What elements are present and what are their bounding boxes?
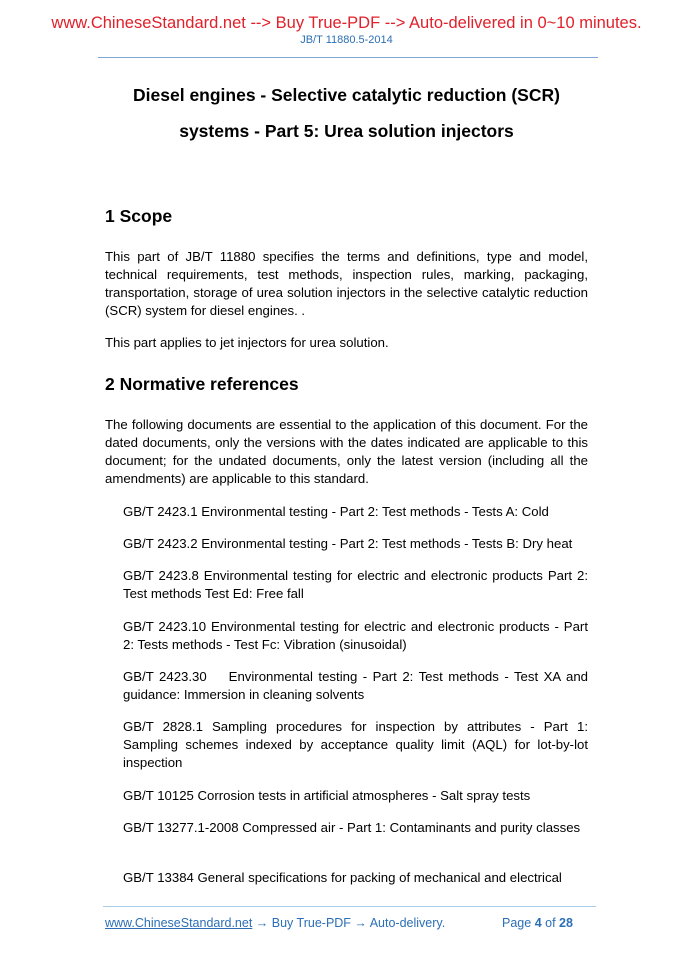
document-title-line-1: Diesel engines - Selective catalytic reduction (SCR) <box>133 85 560 105</box>
reference-item: GB/T 10125 Corrosion tests in artificial atmospheres - Salt spray tests <box>123 788 531 803</box>
of-label: of <box>545 916 556 930</box>
reference-item: GB/T 13277.1-2008 Compressed air - Part 1: Contaminants and purity classes <box>123 820 581 835</box>
reference-item: GB/T 2423.10 Environmental testing for electric and electronic products - Part 2: Tests methods - Test Fc: Vibration (sinusoidal) <box>123 619 588 652</box>
page-indicator <box>502 915 573 931</box>
header-divider <box>98 57 598 58</box>
document-title-line-2: systems - Part 5: Urea solution injectors <box>179 121 514 141</box>
reference-item: GB/T 2828.1 Sampling procedures for inspection by attributes - Part 1: Sampling schemes indexed by acceptance quality limit (AQL) for lot-by-lot inspection <box>123 719 588 770</box>
reference-item: GB/T 2423.8 Environmental testing for electric and electronic products Part 2: Test methods Test Ed: Free fall <box>123 568 588 601</box>
footer-website-link[interactable]: www.ChineseStandard.net <box>105 916 253 930</box>
footer-divider <box>103 906 596 907</box>
normative-intro-paragraph: The following documents are essential to the application of this document. For the dated documents, only the versions with the dates indicated are applicable to this document; for the undated documents, only the latest version (including all the amendments) are applicable to this standard. <box>105 417 588 486</box>
page-number: 4 <box>534 916 542 930</box>
section-heading-normative-references: 2 Normative references <box>105 374 299 394</box>
footer-promo-text: → Buy True-PDF → Auto-delivery. <box>252 916 446 930</box>
reference-item: GB/T 13384 General specifications for packing of mechanical and electrical <box>123 870 562 885</box>
reference-item: GB/T 2423.2 Environmental testing - Part 2: Test methods - Tests B: Dry heat <box>123 536 573 551</box>
footer-promo <box>105 915 445 931</box>
scope-paragraph-2: This part applies to jet injectors for urea solution. <box>105 335 389 350</box>
scope-paragraph-1: This part of JB/T 11880 specifies the terms and definitions, type and model, technical requirements, test methods, inspection rules, marking, packaging, transportation, storage of urea solution injectors in the selective catalytic reduction (SCR) system for diesel engines. . <box>105 249 588 318</box>
promo-banner[interactable]: www.ChineseStandard.net --> Buy True-PDF --> Auto-delivered in 0~10 minutes. <box>51 14 642 32</box>
section-heading-scope: 1 Scope <box>105 206 173 226</box>
document-code: JB/T 11880.5-2014 <box>300 34 393 46</box>
page-label: Page <box>502 916 532 930</box>
reference-item: GB/T 2423.30 Environmental testing - Part 2: Test methods - Test XA and guidance: Immersion in cleaning solvents <box>123 669 592 702</box>
page-total: 28 <box>559 916 573 930</box>
reference-item: GB/T 2423.1 Environmental testing - Part 2: Test methods - Tests A: Cold <box>123 504 549 519</box>
